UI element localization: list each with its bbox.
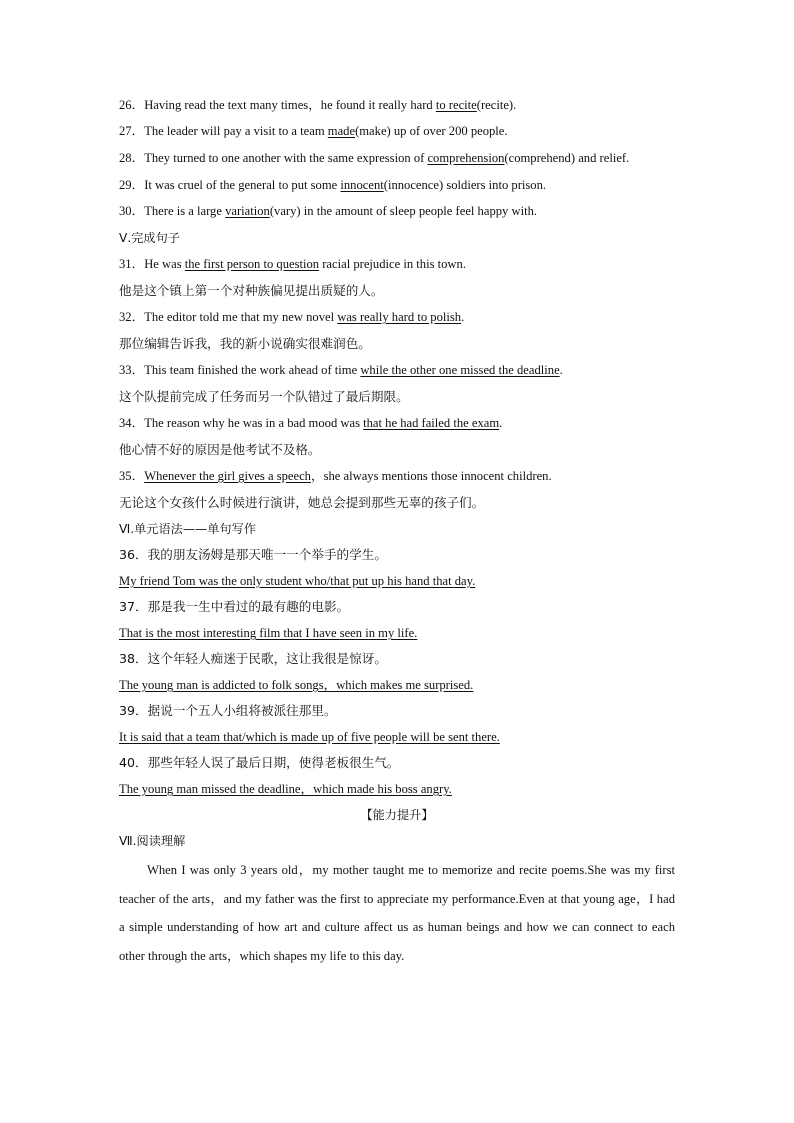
item-37 — [119, 594, 675, 620]
item-32-translation: 那位编辑告诉我，我的新小说确实很难润色。 — [119, 336, 371, 351]
item-text: (innocence) soldiers into prison. — [383, 178, 547, 192]
document-page — [119, 92, 675, 970]
answer: that he had failed the exam — [363, 416, 500, 430]
item-text: He was — [144, 257, 185, 271]
answer: My friend Tom was the only student who/that put up his hand that day. — [119, 574, 476, 588]
section-heading-vii: Ⅶ.阅读理解 — [119, 834, 186, 848]
item-40-answer — [119, 776, 675, 802]
section-heading-v: Ⅴ.完成句子 — [119, 231, 180, 245]
item-35-translation: 无论这个女孩什么时候进行演讲，她总会提到那些无辜的孩子们。 — [119, 495, 485, 510]
section-heading-vi: Ⅵ.单元语法——单句写作 — [119, 522, 256, 536]
item-number: 34． — [119, 416, 145, 430]
item-38 — [119, 646, 675, 672]
item-26 — [119, 92, 675, 118]
item-number: 33． — [119, 363, 145, 377]
item-31-translation: 他是这个镇上第一个对种族偏见提出质疑的人。 — [119, 283, 384, 298]
item-39 — [119, 698, 675, 724]
item-text: The editor told me that my new novel — [144, 310, 338, 324]
answer: the first person to question — [184, 257, 320, 271]
item-number: 37． — [119, 599, 148, 614]
reading-paragraph: When I was only 3 years old，my mother taught me to memorize and recite poems.She was my first teacher of the arts，and my father was the first to appreciate my performance.Even at that young age，I had a simple understanding of how art and culture affect us as human beings and how we can connect to each other through the arts，which shapes my life to this day. — [119, 863, 675, 963]
answer: It is said that a team that/which is made up of five people will be sent there. — [119, 730, 500, 744]
item-number: 32． — [119, 310, 145, 324]
item-text: (recite). — [476, 98, 517, 112]
item-text: racial prejudice in this town. — [319, 257, 466, 271]
item-prompt: 我的朋友汤姆是那天唯一一个举手的学生。 — [147, 547, 387, 562]
item-text: This team finished the work ahead of time — [144, 363, 361, 377]
item-number: 30． — [119, 204, 145, 218]
item-number: 38． — [119, 651, 148, 666]
item-prompt: 那些年轻人误了最后日期，使得老板很生气。 — [147, 755, 400, 770]
item-text: . — [461, 310, 465, 324]
item-39-answer — [119, 724, 675, 750]
answer: The young man is addicted to folk songs，which makes me surprised. — [119, 678, 474, 692]
item-text: There is a large — [144, 204, 226, 218]
item-number: 29． — [119, 178, 145, 192]
answer: variation — [225, 204, 270, 218]
item-34-translation: 他心情不好的原因是他考试不及格。 — [119, 442, 321, 457]
item-29 — [119, 172, 675, 198]
answer: to recite — [435, 98, 477, 112]
item-40 — [119, 750, 675, 776]
item-text: The leader will pay a visit to a team — [144, 124, 328, 138]
item-number: 39． — [119, 703, 148, 718]
answer: made — [327, 124, 356, 138]
item-number: 27． — [119, 124, 145, 138]
item-36-answer — [119, 568, 675, 594]
answer: Whenever the girl gives a speech — [144, 469, 311, 483]
item-number: 35． — [119, 469, 145, 483]
item-text: ，she always mentions those innocent children. — [310, 469, 552, 483]
item-32 — [119, 304, 675, 330]
item-text: The reason why he was in a bad mood was — [144, 416, 364, 430]
answer: comprehension — [427, 151, 505, 165]
item-36 — [119, 542, 675, 568]
item-prompt: 据说一个五人小组将被派往那里。 — [147, 703, 337, 718]
item-text: . — [559, 363, 563, 377]
item-text: (comprehend) and relief. — [504, 151, 630, 165]
answer: was really hard to polish — [337, 310, 462, 324]
item-33-translation: 这个队提前完成了任务而另一个队错过了最后期限。 — [119, 389, 409, 404]
item-27 — [119, 118, 675, 145]
answer: The young man missed the deadline，which made his boss angry. — [119, 782, 452, 796]
item-38-answer — [119, 672, 675, 698]
item-number: 26． — [119, 98, 145, 112]
answer: innocent — [340, 178, 384, 192]
item-30 — [119, 198, 675, 225]
item-33 — [119, 357, 675, 383]
item-34 — [119, 410, 675, 436]
ability-title: 【能力提升】 — [360, 808, 434, 822]
item-text: . — [499, 416, 503, 430]
answer: while the other one missed the deadline — [360, 363, 560, 377]
item-prompt: 这个年轻人痴迷于民歌，这让我很是惊讶。 — [147, 651, 387, 666]
item-28 — [119, 145, 675, 172]
item-number: 40． — [119, 755, 148, 770]
item-31 — [119, 251, 675, 277]
item-text: They turned to one another with the same expression of — [144, 151, 428, 165]
item-text: (vary) in the amount of sleep people feel happy with. — [269, 204, 538, 218]
answer: That is the most interesting film that I have seen in my life. — [119, 626, 418, 640]
item-35 — [119, 463, 675, 489]
item-prompt: 那是我一生中看过的最有趣的电影。 — [147, 599, 350, 614]
item-text: Having read the text many times，he found it really hard — [144, 98, 436, 112]
item-text: (make) up of over 200 people. — [355, 124, 508, 138]
item-text: It was cruel of the general to put some — [144, 178, 341, 192]
item-number: 36． — [119, 547, 148, 562]
item-number: 28． — [119, 151, 145, 165]
item-number: 31． — [119, 257, 145, 271]
item-37-answer — [119, 620, 675, 646]
